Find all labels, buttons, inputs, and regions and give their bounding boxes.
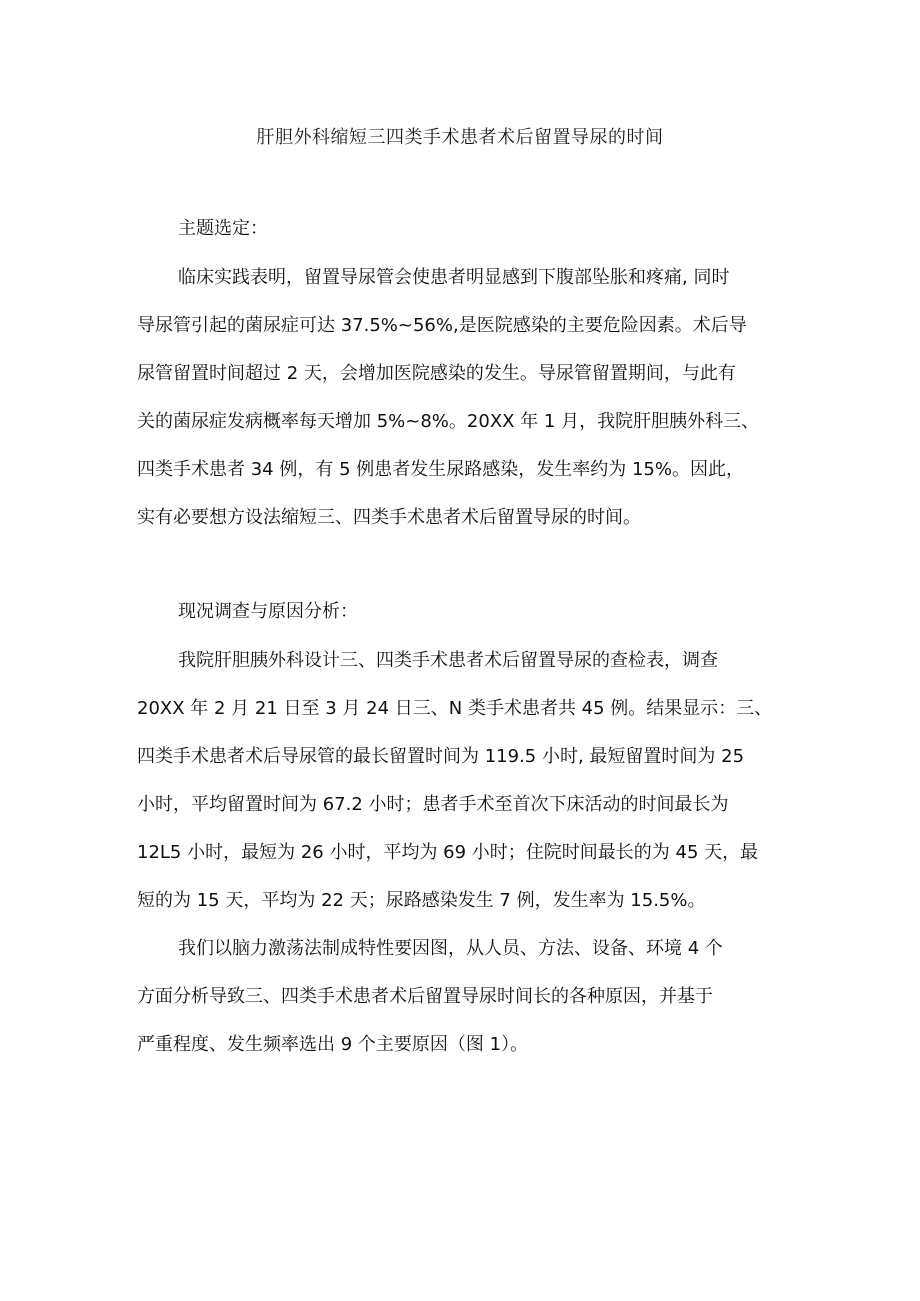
- paragraph-line: 短的为 15 天，平均为 22 天；尿路感染发生 7 例，发生率为 15.5%。: [137, 890, 706, 911]
- paragraph-line: 严重程度、发生频率选出 9 个主要原因（图 1）。: [137, 1034, 529, 1055]
- paragraph-line: 20XX 年 2 月 21 日至 3 月 24 日三、N 类手术患者共 45 例。结果显示：三、: [137, 698, 773, 719]
- paragraph-line: 方面分析导致三、四类手术患者术后留置导尿时间长的各种原因，并基于: [137, 986, 713, 1007]
- paragraph-line: 我们以脑力激荡法制成特性要因图，从人员、方法、设备、环境 4 个: [178, 938, 723, 959]
- paragraph-line: 实有必要想方设法缩短三、四类手术患者术后留置导尿的时间。: [137, 507, 641, 528]
- paragraph-line: 临床实践表明，留置导尿管会使患者明显感到下腹部坠胀和疼痛, 同时: [178, 267, 730, 288]
- paragraph-line: 12L5 小时，最短为 26 小时，平均为 69 小时；住院时间最长的为 45 天，最: [137, 842, 759, 863]
- section-heading-survey: 现况调查与原因分析：: [178, 601, 358, 622]
- paragraph-line: 我院肝胆胰外科设计三、四类手术患者术后留置导尿的查检表，调查: [178, 650, 718, 671]
- paragraph-line: 小时，平均留置时间为 67.2 小时；患者手术至首次下床活动的时间最长为: [137, 794, 729, 815]
- paragraph-line: 关的菌尿症发病概率每天增加 5%~8%。20XX 年 1 月，我院肝胆胰外科三、: [137, 411, 760, 432]
- paragraph-line: 四类手术患者术后导尿管的最长留置时间为 119.5 小时, 最短留置时间为 25: [137, 746, 745, 767]
- paragraph-line: 导尿管引起的菌尿症可达 37.5%~56%,是医院感染的主要危险因素。术后导: [137, 315, 747, 336]
- section-heading-topic: 主题选定：: [178, 218, 268, 239]
- paragraph-line: 四类手术患者 34 例，有 5 例患者发生尿路感染，发生率约为 15%。因此，: [137, 459, 744, 480]
- document-title: 肝胆外科缩短三四类手术患者术后留置导尿的时间: [256, 127, 664, 148]
- paragraph-line: 尿管留置时间超过 2 天，会增加医院感染的发生。导尿管留置期间，与此有: [137, 363, 736, 384]
